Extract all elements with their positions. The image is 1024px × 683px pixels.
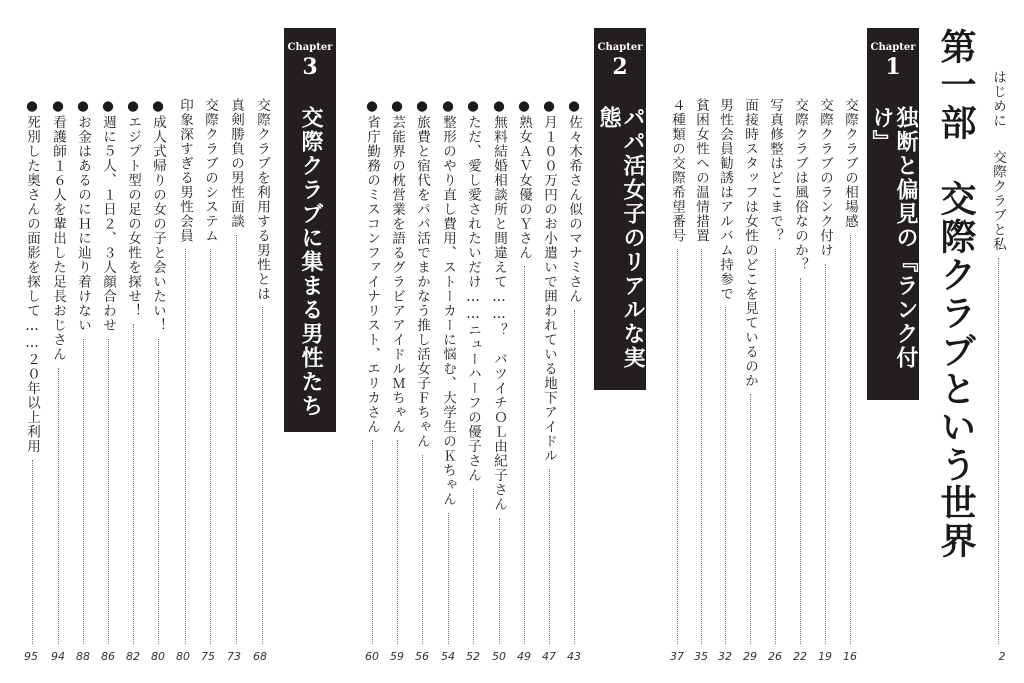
toc-entry[interactable] — [24, 98, 40, 648]
toc-entry[interactable] — [516, 98, 532, 648]
leader-dots — [210, 249, 211, 644]
toc-entry[interactable] — [50, 98, 66, 648]
page-number: 54 — [441, 650, 455, 663]
intro-label: はじめに — [990, 70, 1006, 128]
toc-entry[interactable] — [792, 98, 808, 648]
toc-entry[interactable] — [491, 98, 507, 648]
intro-entry[interactable] — [990, 70, 1006, 648]
page-number: 80 — [176, 650, 190, 663]
entry-title: ●週に５人、１日２、３人顔合わせ — [100, 98, 116, 333]
toc-entry[interactable] — [228, 98, 244, 648]
entry-title: 交際クラブの相場感 — [842, 98, 858, 229]
page-number: 56 — [415, 650, 429, 663]
toc-entry[interactable] — [125, 98, 141, 648]
toc-entry[interactable] — [669, 98, 685, 648]
leader-dots — [574, 310, 575, 645]
leader-dots — [800, 278, 801, 644]
entry-title: 貧困女性への温情措置 — [693, 98, 709, 243]
entry-title: ●整形のやり直し費用、ストーカーに悩む、大学生のＫちゃん — [440, 98, 456, 507]
entry-title: ●ただ、愛し愛されたいだけ……ニューハーフの優子さん — [465, 98, 481, 483]
toc-entry[interactable] — [817, 98, 833, 648]
page-number: 73 — [227, 650, 241, 663]
entry-title: 交際クラブは風俗なのか？ — [792, 98, 808, 272]
page-number: 75 — [201, 650, 215, 663]
leader-dots — [32, 460, 33, 645]
entry-title: 交際クラブのランク付け — [817, 98, 833, 258]
entry-title: ●省庁勤務のミスコンファイナリスト、エリカさん — [364, 98, 380, 434]
leader-dots — [262, 307, 263, 644]
chapter-label: Chapter — [597, 42, 643, 53]
page-number: 52 — [466, 650, 480, 663]
chapter-1-header — [867, 28, 919, 400]
toc-entry[interactable] — [693, 98, 709, 648]
toc-entry[interactable] — [440, 98, 456, 648]
leader-dots — [775, 249, 776, 644]
page-number: 43 — [567, 650, 581, 663]
leader-dots — [397, 440, 398, 644]
page-number: 94 — [51, 650, 65, 663]
toc-entry[interactable] — [202, 98, 218, 648]
toc-entry[interactable] — [364, 98, 380, 648]
leader-dots — [850, 235, 851, 645]
toc-entry[interactable] — [150, 98, 166, 648]
entry-title: ●死別した奥さんの面影を探して……２０年以上利用 — [24, 98, 40, 454]
leader-dots — [549, 469, 550, 644]
chapter-number: 1 — [885, 54, 901, 80]
page-number: 35 — [694, 650, 708, 663]
entry-title: ●お金はあるのにＨに辿り着けない — [75, 98, 91, 333]
leader-dots — [422, 455, 423, 645]
page-number: 82 — [126, 650, 140, 663]
page-number: 59 — [390, 650, 404, 663]
entry-title: ●旅費と宿代をパパ活でまかなう推し活女子Ｆちゃん — [414, 98, 430, 449]
entry-title: ●芸能界の枕営業を語るグラビアアイドルＭちゃん — [389, 98, 405, 434]
leader-dots — [473, 489, 474, 645]
leader-dots — [158, 339, 159, 645]
entry-title: 面接時スタッフは女性のどこを見ているのか — [742, 98, 758, 388]
leader-dots — [108, 339, 109, 645]
entry-title: ●無料結婚相談所と間違えて……？ バツイチＯＬ由紀子さん — [491, 98, 507, 512]
page-number: 32 — [718, 650, 732, 663]
toc-entry[interactable] — [465, 98, 481, 648]
toc-entry[interactable] — [541, 98, 557, 648]
page-number: 50 — [492, 650, 506, 663]
leader-dots — [998, 258, 999, 645]
page-number: 88 — [76, 650, 90, 663]
page-number: 19 — [818, 650, 832, 663]
page-number: 26 — [768, 650, 782, 663]
entry-title: ●エジプト型の足の女性を探せ！ — [125, 98, 141, 318]
chapter-title: 交際クラブに集まる男性たち — [298, 106, 323, 418]
entry-title: 交際クラブを利用する男性とは — [254, 98, 270, 301]
toc-entry[interactable] — [717, 98, 733, 648]
entry-title: 印象深すぎる男性会員 — [177, 98, 193, 243]
entry-title: 男性会員勧誘はアルバム持参で — [717, 98, 733, 301]
leader-dots — [725, 307, 726, 644]
chapter-3-header — [284, 28, 336, 432]
chapter-title: 独断と偏見の『ランク付け』 — [869, 106, 918, 370]
entry-title: 交際クラブのシステム — [202, 98, 218, 243]
chapter-number: 3 — [302, 54, 318, 80]
page-number: 68 — [253, 650, 267, 663]
entry-title: 写真修整はどこまで？ — [767, 98, 783, 243]
leader-dots — [236, 235, 237, 645]
leader-dots — [524, 266, 525, 644]
entry-title: ●看護師１６人を輩出した足長おじさん — [50, 98, 66, 362]
leader-dots — [372, 440, 373, 644]
page-number: 86 — [101, 650, 115, 663]
leader-dots — [83, 339, 84, 645]
toc-entry[interactable] — [767, 98, 783, 648]
page-number: 22 — [793, 650, 807, 663]
toc-entry[interactable] — [177, 98, 193, 648]
toc-entry[interactable] — [389, 98, 405, 648]
entry-title: ●熟女ＡＶ女優のＹさん — [516, 98, 532, 260]
chapter-number: 2 — [612, 54, 628, 80]
intro-page-number: 2 — [998, 650, 1006, 663]
entry-title: ４種類の交際希望番号 — [669, 98, 685, 243]
chapter-title: パパ活女子のリアルな実態 — [596, 106, 645, 370]
toc-entry[interactable] — [742, 98, 758, 648]
leader-dots — [133, 324, 134, 644]
part-title: 第一部 交際クラブという世界 — [935, 28, 976, 560]
entry-title: ●佐々木希さん似のマナミさん — [566, 98, 582, 304]
leader-dots — [750, 394, 751, 644]
chapter-2-header — [594, 28, 646, 390]
chapter-label: Chapter — [287, 42, 333, 53]
chapter-label: Chapter — [870, 42, 916, 53]
toc-entry[interactable] — [254, 98, 270, 648]
toc-entry[interactable] — [75, 98, 91, 648]
toc-entry[interactable] — [414, 98, 430, 648]
toc-entry[interactable] — [842, 98, 858, 648]
entry-title: ●月１００万円のお小遣いで囲われている地下アイドル — [541, 98, 557, 463]
leader-dots — [499, 518, 500, 645]
page-number: 60 — [365, 650, 379, 663]
leader-dots — [448, 513, 449, 645]
toc-entry[interactable] — [566, 98, 582, 648]
toc-entry[interactable] — [100, 98, 116, 648]
page-number: 47 — [542, 650, 556, 663]
page-number: 80 — [151, 650, 165, 663]
page-number: 29 — [743, 650, 757, 663]
entry-title: ●成人式帰りの女の子と会いたい！ — [150, 98, 166, 333]
page-number: 95 — [24, 650, 38, 663]
leader-dots — [701, 249, 702, 644]
page-number: 37 — [670, 650, 684, 663]
page-number: 49 — [517, 650, 531, 663]
page-number: 16 — [843, 650, 857, 663]
intro-title: 交際クラブと私 — [990, 150, 1006, 252]
leader-dots — [58, 368, 59, 645]
leader-dots — [677, 249, 678, 644]
leader-dots — [825, 264, 826, 645]
leader-dots — [185, 249, 186, 644]
entry-title: 真剣勝負の男性面談 — [228, 98, 244, 229]
